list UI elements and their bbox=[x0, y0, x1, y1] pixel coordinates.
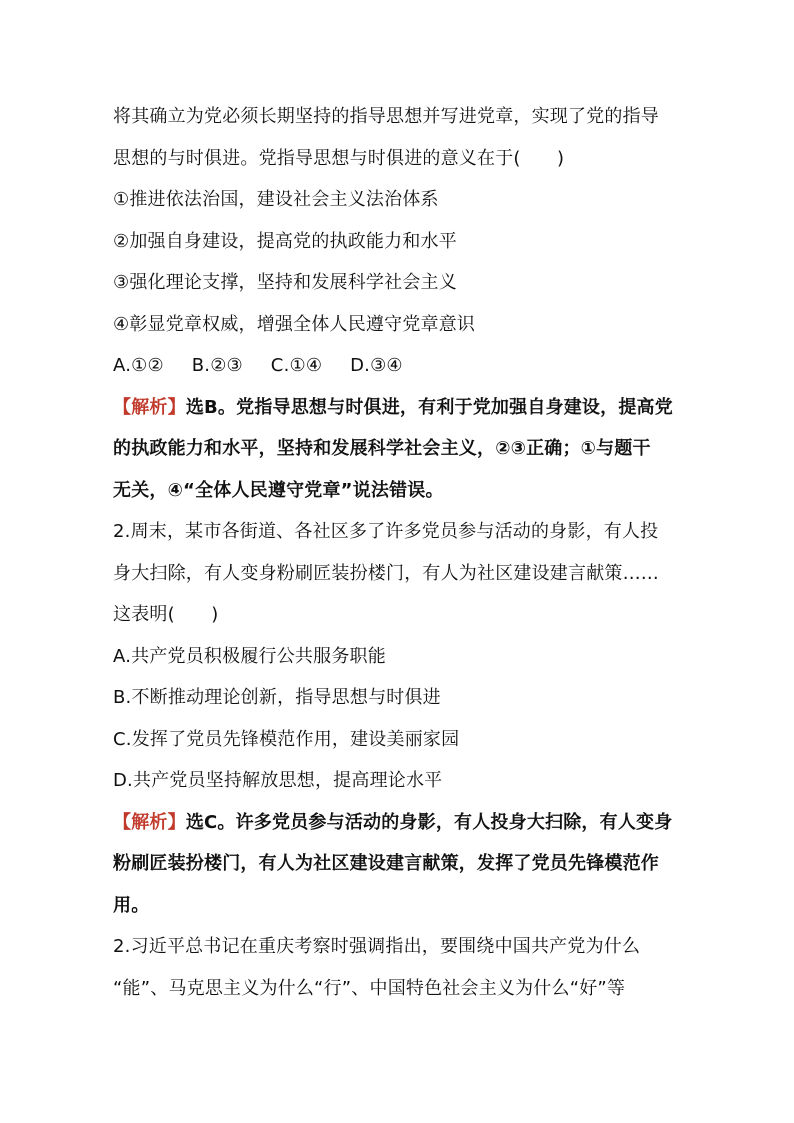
analysis-tag: 【解析】 bbox=[113, 811, 186, 833]
question-2-option-b: B.不断推动理论创新，指导思想与时俱进 bbox=[113, 687, 441, 708]
question-1-statement-4: ④彰显党章权威，增强全体人民遵守党章意识 bbox=[113, 313, 476, 335]
question-2-analysis-line-1 bbox=[113, 802, 688, 844]
question-2-line-3: 这表明( ) bbox=[113, 604, 219, 625]
question-1-line-2: 思想的与时俱进。党指导思想与时俱进的意义在于( ) bbox=[113, 147, 565, 169]
question-1-option-c: C.①④ bbox=[270, 355, 323, 376]
question-1-option-d: D.③④ bbox=[350, 355, 403, 376]
question-1-analysis-line-1 bbox=[113, 387, 688, 429]
question-1-options bbox=[113, 345, 688, 387]
question-1-option-a: A.①② bbox=[113, 355, 164, 376]
question-2-analysis-line-2: 粉刷匠装扮楼门，有人为社区建设建言献策，发挥了党员先锋模范作 bbox=[113, 853, 659, 874]
analysis-text: 选B。党指导思想与时俱进，有利于党加强自身建设，提高党 bbox=[185, 396, 673, 418]
question-1-line-1: 将其确立为党必须长期坚持的指导思想并写进党章，实现了党的指导 bbox=[113, 106, 659, 127]
analysis-tag: 【解析】 bbox=[113, 396, 186, 418]
question-2-analysis-line-3: 用。 bbox=[113, 894, 150, 916]
question-2-line-2: 身大扫除，有人变身粉刷匠装扮楼门，有人为社区建设建言献策…… bbox=[113, 562, 659, 584]
question-2-line-1: 2.周末，某市各街道、各社区多了许多党员参与活动的身影，有人投 bbox=[113, 521, 659, 542]
question-1-analysis-line-3: 无关，④“全体人民遵守党章”说法错误。 bbox=[113, 479, 444, 501]
question-3-line-1: 2.习近平总书记在重庆考察时强调指出，要围绕中国共产党为什么 bbox=[113, 936, 641, 957]
question-2-option-a: A.共产党员积极履行公共服务职能 bbox=[113, 645, 386, 667]
analysis-text: 选C。许多党员参与活动的身影，有人投身大扫除，有人变身 bbox=[185, 811, 673, 833]
document-page bbox=[113, 96, 688, 1009]
question-1-option-b: B.②③ bbox=[191, 355, 243, 376]
question-1-statement-3: ③强化理论支撑，坚持和发展科学社会主义 bbox=[113, 272, 457, 293]
question-3-line-2: “能”、马克思主义为什么“行”、中国特色社会主义为什么“好”等 bbox=[113, 977, 626, 999]
question-1-statement-1: ①推进依法治国，建设社会主义法治体系 bbox=[113, 189, 439, 210]
question-1-analysis-line-2: 的执政能力和水平，坚持和发展科学社会主义，②③正确；①与题干 bbox=[113, 438, 651, 459]
question-1-statement-2: ②加强自身建设，提高党的执政能力和水平 bbox=[113, 230, 457, 252]
question-2-option-c: C.发挥了党员先锋模范作用，建设美丽家园 bbox=[113, 728, 460, 750]
question-2-option-d: D.共产党员坚持解放思想，提高理论水平 bbox=[113, 770, 443, 791]
